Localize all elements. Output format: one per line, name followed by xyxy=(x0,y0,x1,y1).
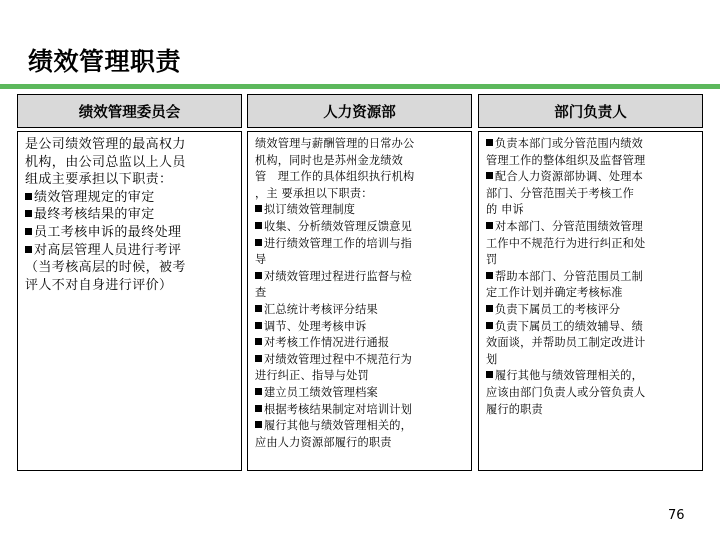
duty-text: 负责本部门或分管范围内绩效 xyxy=(495,137,644,150)
duty-item xyxy=(486,169,696,219)
duty-text: 根据考核结果制定对培训计划 xyxy=(264,402,413,416)
square-bullet-icon xyxy=(255,421,262,428)
duty-item xyxy=(255,236,465,269)
intro-line: 是公司绩效管理的最高权力 xyxy=(25,137,186,152)
duty-text: 负责下属员工的考核评分 xyxy=(495,302,621,316)
square-bullet-icon xyxy=(255,239,262,246)
duty-text: 工作中不规范行为进行纠正和处 xyxy=(486,236,646,250)
duty-text: 调节、处理考核申诉 xyxy=(264,319,367,333)
duty-text: 对绩效管理过程中不规范行为 xyxy=(264,352,413,366)
duty-text: 管理工作的整体组织及监督管理 xyxy=(486,153,646,167)
duty-text: 汇总统计考核评分结果 xyxy=(264,302,378,316)
square-bullet-icon xyxy=(255,322,262,329)
square-bullet-icon xyxy=(486,305,493,312)
duty-text: 导 xyxy=(255,253,267,267)
square-bullet-icon xyxy=(255,355,262,362)
duty-item xyxy=(255,319,465,336)
duty-text: 收集、分析绩效管理反馈意见 xyxy=(264,219,413,233)
square-bullet-icon xyxy=(25,228,32,235)
square-bullet-icon xyxy=(486,322,493,329)
duty-text: 对高层管理人员进行考评 xyxy=(34,242,182,258)
column-hr-department xyxy=(247,94,472,471)
duty-item xyxy=(486,302,696,319)
duty-text: 配合人力资源部协调、处理本 xyxy=(495,170,644,184)
duty-item xyxy=(255,269,465,302)
duty-text: 的 申诉 xyxy=(486,203,524,217)
duty-item xyxy=(25,242,235,295)
duty-item xyxy=(486,368,696,418)
duty-text: 对考核工作情况进行通报 xyxy=(264,336,390,350)
duty-item xyxy=(25,224,235,242)
duty-item xyxy=(255,402,465,419)
square-bullet-icon xyxy=(25,193,32,200)
duty-item xyxy=(255,385,465,402)
column-body xyxy=(17,131,242,471)
duty-text: 查 xyxy=(255,286,267,300)
duty-text: 评人不对自身进行评价） xyxy=(25,277,173,293)
duty-item xyxy=(25,189,235,207)
duty-item xyxy=(25,206,235,224)
duty-text: 划 xyxy=(486,352,498,366)
duty-item xyxy=(486,319,696,369)
duty-text: （当考核高层的时候，被考 xyxy=(25,260,186,276)
column-department-head xyxy=(478,94,703,471)
intro-line: 机构，由公司总监以上人员 xyxy=(25,154,186,170)
square-bullet-icon xyxy=(255,388,262,395)
duty-text: 帮助本部门、分管范围员工制 xyxy=(495,269,644,283)
square-bullet-icon xyxy=(255,272,262,279)
duty-text: 定工作计划并确定考核标准 xyxy=(486,286,623,300)
square-bullet-icon xyxy=(255,338,262,345)
intro-line: 管 理工作的具体组织执行机构 xyxy=(255,170,415,184)
duty-text: 部门、分管范围关于考核工作 xyxy=(486,186,635,200)
duty-text: 进行纠正、指导与处罚 xyxy=(255,369,369,383)
duty-text: 对本部门、分管范围绩效管理 xyxy=(495,219,644,233)
duty-text: 罚 xyxy=(486,253,498,267)
column-header: 部门负责人 xyxy=(478,94,703,128)
page-number: 76 xyxy=(668,508,685,523)
column-committee xyxy=(17,94,242,471)
duty-text: 拟订绩效管理制度 xyxy=(264,203,356,217)
duty-item xyxy=(255,418,465,451)
intro-line: 组成主要承担以下职责： xyxy=(25,172,173,188)
duty-text: 进行绩效管理工作的培训与指 xyxy=(264,236,413,250)
square-bullet-icon xyxy=(486,371,493,378)
square-bullet-icon xyxy=(25,210,32,217)
duty-text: 履行其他与绩效管理相关的， xyxy=(495,369,644,383)
square-bullet-icon xyxy=(486,172,493,179)
duty-text: 履行其他与绩效管理相关的， xyxy=(264,419,413,433)
duty-item xyxy=(486,219,696,269)
duty-text: 对绩效管理过程进行监督与检 xyxy=(264,269,413,283)
duty-text: 履行的职责 xyxy=(486,402,543,416)
column-body xyxy=(478,131,703,471)
duty-text: 应该由部门负责人或分管负责人 xyxy=(486,385,646,399)
square-bullet-icon xyxy=(255,305,262,312)
duty-text: 绩效管理规定的审定 xyxy=(34,189,155,205)
square-bullet-icon xyxy=(486,139,493,146)
duty-text: 效面谈，并帮助员工制定改进计 xyxy=(486,336,646,350)
square-bullet-icon xyxy=(25,246,32,253)
intro-line: 机构，同时也是苏州金龙绩效 xyxy=(255,153,404,167)
duty-item xyxy=(255,202,465,219)
duty-text: 建立员工绩效管理档案 xyxy=(264,385,378,399)
title-divider xyxy=(0,84,720,89)
duty-item xyxy=(255,219,465,236)
duty-item xyxy=(255,335,465,352)
square-bullet-icon xyxy=(486,272,493,279)
duty-item xyxy=(486,136,696,169)
duty-text: 负责下属员工的绩效辅导、绩 xyxy=(495,319,644,333)
intro-line: 绩效管理与薪酬管理的日常办公 xyxy=(255,137,415,150)
slide-title: 绩效管理职责 xyxy=(28,47,182,76)
duty-item xyxy=(255,352,465,385)
column-body xyxy=(247,131,472,471)
duty-item xyxy=(255,302,465,319)
column-header: 人力资源部 xyxy=(247,94,472,128)
square-bullet-icon xyxy=(255,405,262,412)
column-header: 绩效管理委员会 xyxy=(17,94,242,128)
square-bullet-icon xyxy=(255,222,262,229)
intro-line: ，主 要承担以下职责： xyxy=(255,186,373,200)
duty-item xyxy=(486,269,696,302)
duty-text: 最终考核结果的审定 xyxy=(34,207,155,223)
square-bullet-icon xyxy=(486,222,493,229)
duty-text: 应由人力资源部履行的职责 xyxy=(255,435,392,449)
duty-text: 员工考核申诉的最终处理 xyxy=(34,224,182,240)
square-bullet-icon xyxy=(255,205,262,212)
